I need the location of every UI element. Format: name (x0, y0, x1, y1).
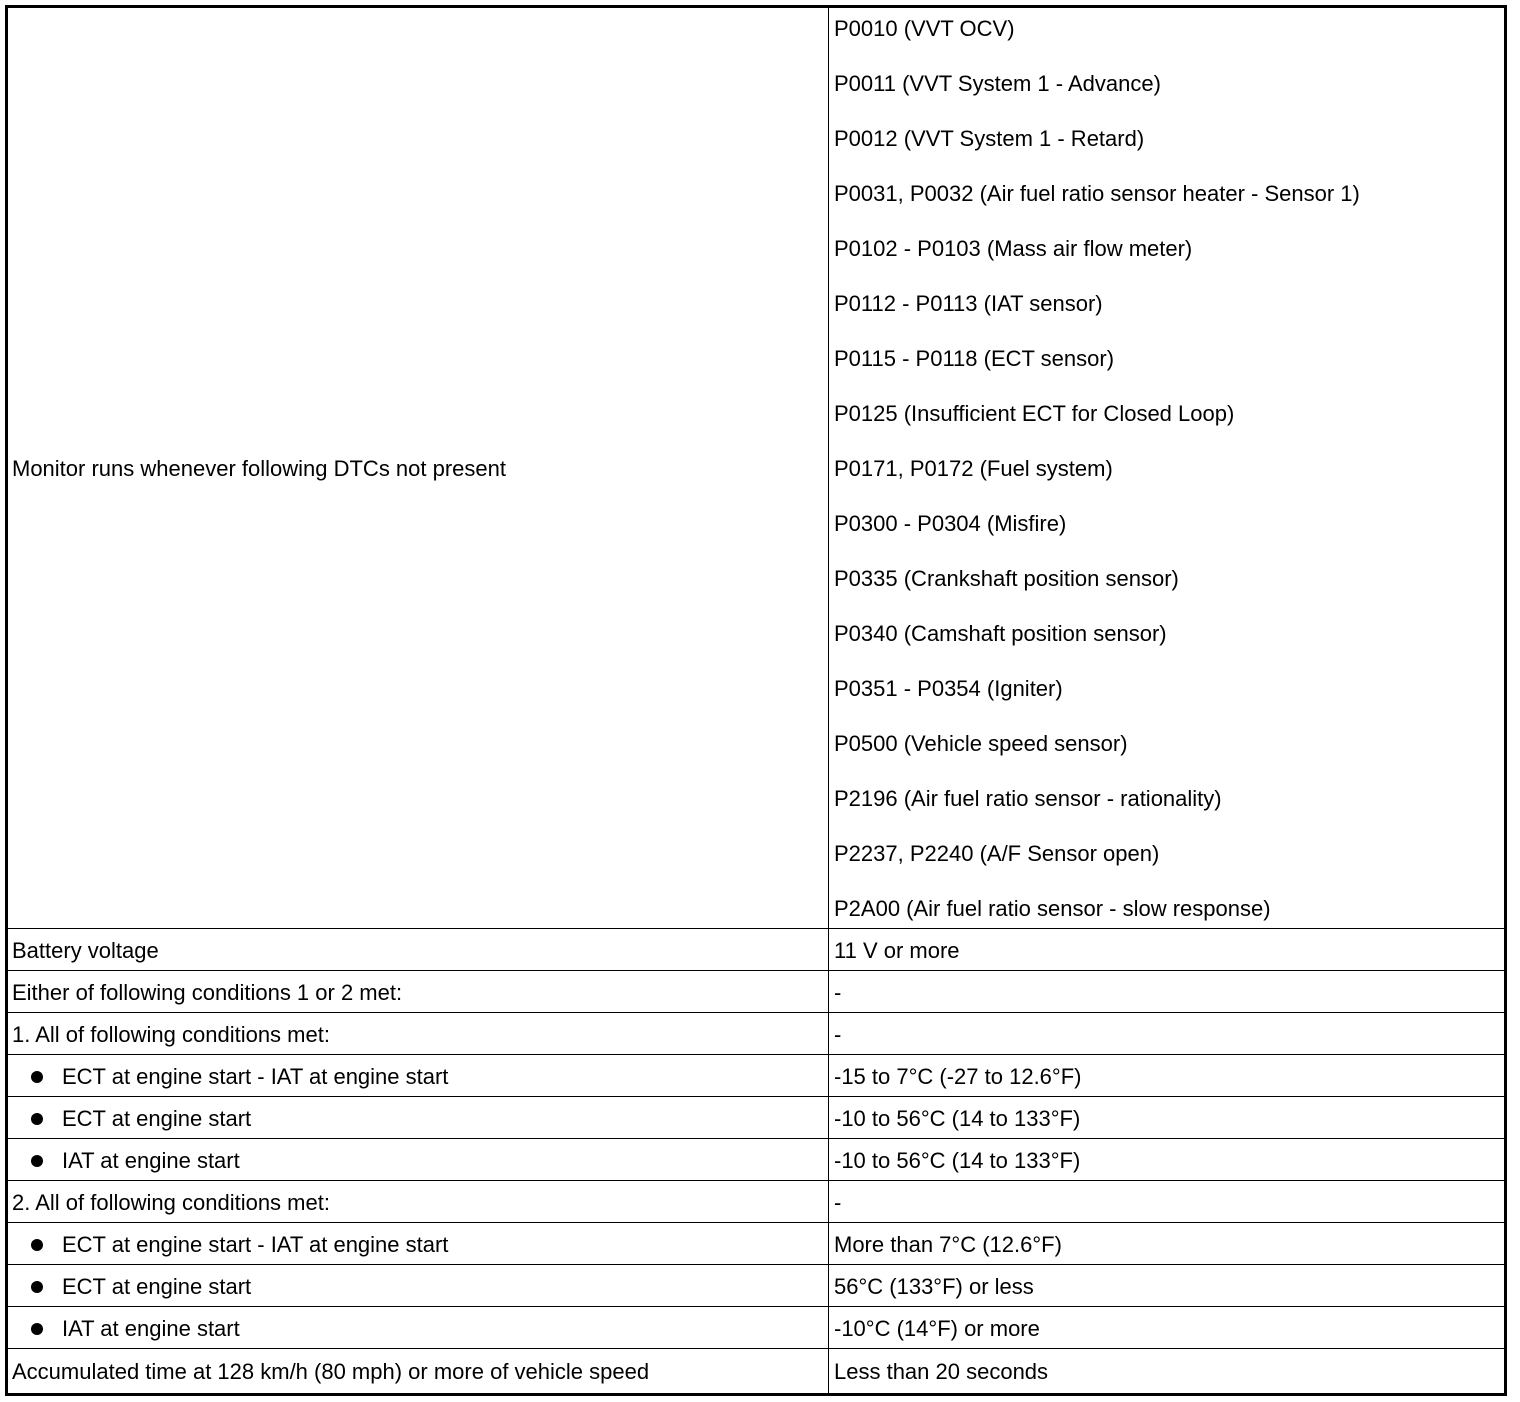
row-value-cell (829, 1349, 1504, 1393)
bullet-icon (31, 1155, 43, 1167)
bullet-icon (31, 1323, 43, 1335)
table-row (8, 1223, 1504, 1265)
dtc-item: P0010 (VVT OCV) (834, 16, 1015, 41)
row-value: - (834, 1190, 842, 1215)
row-label: IAT at engine start (62, 1316, 240, 1341)
dtc-item: P0500 (Vehicle speed sensor) (834, 731, 1128, 756)
row-value: 56°C (133°F) or less (834, 1274, 1034, 1299)
row-value: 11 V or more (834, 938, 960, 963)
dtc-item: P2A00 (Air fuel ratio sensor - slow response) (834, 896, 1271, 921)
table-row (8, 1055, 1504, 1097)
row-label-cell (8, 1013, 829, 1054)
row-value-cell (829, 1097, 1504, 1138)
dtc-item: P0340 (Camshaft position sensor) (834, 621, 1167, 646)
row-value: -10 to 56°C (14 to 133°F) (834, 1148, 1081, 1173)
row-label-cell (8, 1265, 829, 1306)
row-label: 1. All of following conditions met: (12, 1022, 330, 1047)
row-label-cell (8, 1181, 829, 1222)
row-value-cell (829, 1307, 1504, 1348)
dtc-row (8, 8, 1504, 929)
table-row (8, 971, 1504, 1013)
row-value-cell (829, 1055, 1504, 1096)
row-value: -10 to 56°C (14 to 133°F) (834, 1106, 1081, 1131)
row-value-cell (829, 1181, 1504, 1222)
table-row (8, 1013, 1504, 1055)
dtc-item: P0351 - P0354 (Igniter) (834, 676, 1063, 701)
row-value: - (834, 980, 842, 1005)
row-label: Either of following conditions 1 or 2 met: (12, 980, 403, 1005)
row-label-cell (8, 1097, 829, 1138)
row-value-cell (829, 1223, 1504, 1264)
table-row (8, 1265, 1504, 1307)
bullet-icon (31, 1071, 43, 1083)
row-label: ECT at engine start - IAT at engine start (62, 1064, 449, 1089)
row-value: More than 7°C (12.6°F) (834, 1232, 1062, 1257)
table-row (8, 1139, 1504, 1181)
bullet-icon (31, 1239, 43, 1251)
conditions-table (5, 5, 1507, 1396)
row-label: ECT at engine start (62, 1106, 252, 1131)
dtc-item: P0115 - P0118 (ECT sensor) (834, 346, 1115, 371)
dtc-item: P2196 (Air fuel ratio sensor - rationality) (834, 786, 1222, 811)
dtc-item: P0011 (VVT System 1 - Advance) (834, 71, 1161, 96)
table-row (8, 1349, 1504, 1393)
row-label-cell (8, 1307, 829, 1348)
row-label: Battery voltage (12, 938, 159, 963)
row-value: - (834, 1022, 842, 1047)
dtc-item: P0125 (Insufficient ECT for Closed Loop) (834, 401, 1235, 426)
dtc-label: Monitor runs whenever following DTCs not present (12, 456, 507, 481)
row-label: Accumulated time at 128 km/h (80 mph) or more of vehicle speed (12, 1359, 650, 1384)
row-label: IAT at engine start (62, 1148, 240, 1173)
row-label: ECT at engine start (62, 1274, 252, 1299)
row-value-cell (829, 1265, 1504, 1306)
row-label-cell (8, 1223, 829, 1264)
dtc-item: P0012 (VVT System 1 - Retard) (834, 126, 1145, 151)
row-label-cell (8, 1055, 829, 1096)
row-label-cell (8, 929, 829, 970)
row-label: ECT at engine start - IAT at engine start (62, 1232, 449, 1257)
row-value: -15 to 7°C (-27 to 12.6°F) (834, 1064, 1082, 1089)
table-row (8, 1181, 1504, 1223)
dtc-item: P0171, P0172 (Fuel system) (834, 456, 1113, 481)
dtc-item: P0112 - P0113 (IAT sensor) (834, 291, 1103, 316)
row-value: -10°C (14°F) or more (834, 1316, 1040, 1341)
row-label-cell (8, 1349, 829, 1393)
table-row (8, 1307, 1504, 1349)
dtc-item: P0031, P0032 (Air fuel ratio sensor heater - Sensor 1) (834, 181, 1360, 206)
row-value-cell (829, 971, 1504, 1012)
row-label-cell (8, 1139, 829, 1180)
row-value-cell (829, 1139, 1504, 1180)
row-value-cell (829, 1013, 1504, 1054)
bullet-icon (31, 1281, 43, 1293)
row-label-cell (8, 971, 829, 1012)
row-label: 2. All of following conditions met: (12, 1190, 330, 1215)
dtc-item: P0300 - P0304 (Misfire) (834, 511, 1067, 536)
bullet-icon (31, 1113, 43, 1125)
dtc-item: P2237, P2240 (A/F Sensor open) (834, 841, 1160, 866)
table-row (8, 929, 1504, 971)
row-value-cell (829, 929, 1504, 970)
dtc-item: P0102 - P0103 (Mass air flow meter) (834, 236, 1193, 261)
dtc-item: P0335 (Crankshaft position sensor) (834, 566, 1179, 591)
dtc-label-cell (8, 8, 829, 928)
row-value: Less than 20 seconds (834, 1359, 1049, 1384)
dtc-list-cell (829, 8, 1504, 928)
table-row (8, 1097, 1504, 1139)
